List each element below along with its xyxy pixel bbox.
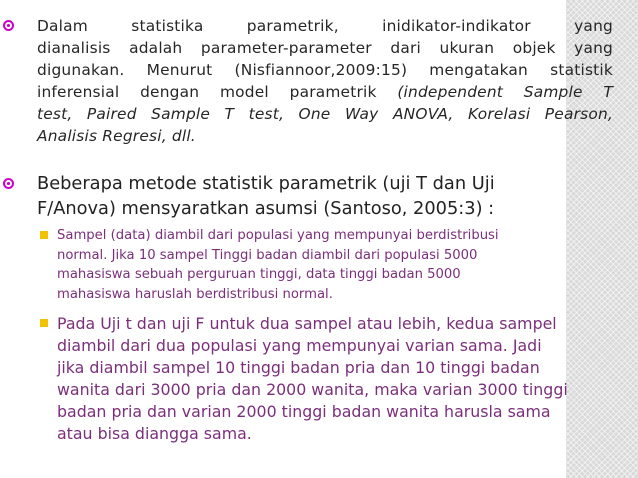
sub1-line3: mahasiswa sebuah perguruan tinggi, data tinggi badan 5000 <box>57 267 461 282</box>
square-bullet-icon <box>40 319 48 327</box>
sub2-line6: atau bisa diangga sama. <box>57 424 252 443</box>
bullet1-line4 <box>37 81 613 103</box>
sub-bullet-paragraph-1 <box>57 226 597 304</box>
circle-bullet-icon <box>3 20 14 31</box>
bullet-paragraph-2 <box>37 171 567 221</box>
sub2-line3: jika diambil sampel 10 tinggi badan pria dan 10 tinggi badan <box>57 358 540 377</box>
square-bullet-icon <box>40 231 48 239</box>
bullet1-line3: digunakan. Menurut (Nisfiannoor,2009:15) mengatakan statistik <box>37 61 613 79</box>
sub2-line1: Pada Uji t dan uji F untuk dua sampel atau lebih, kedua sampel <box>57 314 557 333</box>
sub1-line4: mahasiswa haruslah berdistribusi normal. <box>57 286 333 302</box>
bullet1-line4-italic: (independent Sample T <box>397 83 614 101</box>
bullet1-line2: dianalisis adalah parameter-parameter dari ukuran objek yang <box>37 39 613 57</box>
sub2-line4: wanita dari 3000 pria dan 2000 wanita, maka varian 3000 tinggi <box>57 380 568 399</box>
bullet2-line2: F/Anova) mensyaratkan asumsi (Santoso, 2005:3) : <box>37 198 495 219</box>
bullet-paragraph-1 <box>37 15 613 147</box>
sub-bullet-paragraph-2 <box>57 313 617 445</box>
bullet1-line6: Analisis Regresi, dll. <box>37 127 196 145</box>
bullet1-line1: Dalam statistika parametrik, inidikator-indikator yang <box>37 17 613 35</box>
circle-bullet-icon <box>3 178 14 189</box>
bullet2-line1: Beberapa metode statistik parametrik (uji T dan Uji <box>37 173 495 194</box>
sub1-line1: Sampel (data) diambil dari populasi yang mempunyai berdistribusi <box>57 228 499 243</box>
sub2-line2: diambil dari dua populasi yang mempunyai varian sama. Jadi <box>57 336 542 355</box>
sub1-line2: normal. Jika 10 sampel Tinggi badan diambil dari populasi 5000 <box>57 247 478 263</box>
bullet1-line4-plain: inferensial dengan model parametrik <box>37 83 398 101</box>
bullet1-line5: test, Paired Sample T test, One Way ANOVA, Korelasi Pearson, <box>37 105 613 123</box>
sub2-line5: badan pria dan varian 2000 tinggi badan wanita harusla sama <box>57 402 551 421</box>
